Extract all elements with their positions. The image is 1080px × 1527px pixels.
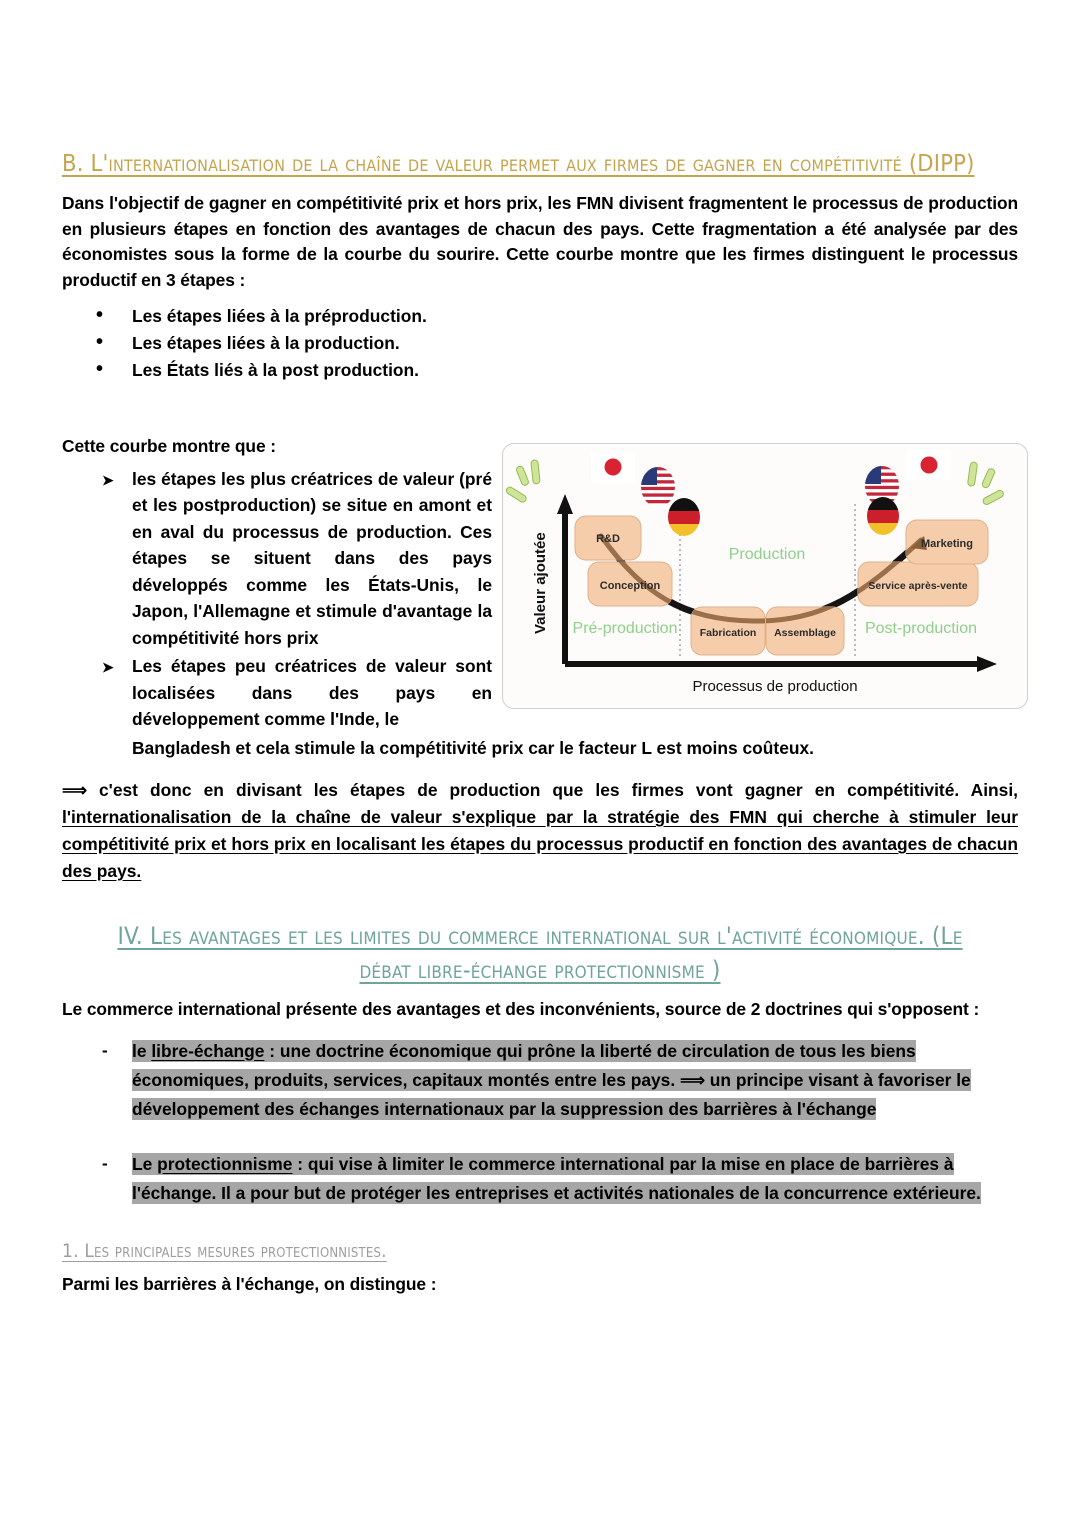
- y-axis-label: Valeur ajoutée: [532, 532, 549, 634]
- conclusion-underlined-text: l'internationalisation de la chaîne de valeur s'explique par la stratégie des FMN qui cherche à stimuler leur compétitivité prix et hors prix en localisant les étapes du processus productif en fonction des avantages de chacun des pays.: [62, 807, 1018, 881]
- definition-term-prefix: le: [132, 1040, 152, 1061]
- zone-label-pre-production: Pré-production: [572, 620, 678, 637]
- definition-highlight: [132, 1150, 1018, 1208]
- definition-term: protectionnisme: [157, 1153, 293, 1174]
- list-item: • Les États liés à la post production.: [62, 357, 1018, 384]
- sparkle-right: [967, 462, 1004, 506]
- subsection-1-intro: Parmi les barrières à l'échange, on distingue :: [62, 1273, 437, 1294]
- smile-curve-svg: [503, 444, 1027, 708]
- smile-curve-figure: [502, 443, 1028, 709]
- conclusion-plain-text: c'est donc en divisant les étapes de production que les firmes vont gagner en compétitivité. Ainsi,: [86, 780, 1018, 800]
- definition-term-prefix: Le: [132, 1153, 158, 1174]
- section-iv-intro-paragraph: Le commerce international présente des avantages et des inconvénients, source de 2 doctrines qui s'opposent :: [62, 999, 980, 1019]
- curve-points-tail-text: Bangladesh et cela stimule la compétitivité prix car le facteur L est moins coûteux.: [132, 737, 815, 758]
- stage-label-marketing: Marketing: [921, 538, 973, 550]
- list-item: ➤ les étapes les plus créatrices de valeur (pré et les postproduction) se situe en amont et en aval du processus de production. Ces étapes se situent dans des pays développés comme les États-Unis, le Japon, l'Allemagne et stimule d'avantage la compétitivité hors prix: [62, 466, 492, 652]
- list-item: [62, 1150, 1018, 1208]
- definition-term: libre-échange: [151, 1040, 265, 1061]
- zone-label-production: Production: [728, 546, 806, 563]
- production-steps-list: [62, 303, 1018, 384]
- section-b-heading: B. L'internationalisation de la chaîne de valeur permet aux firmes de gagner en compétitivité (DIPP): [62, 149, 975, 177]
- usa-flag: [641, 467, 675, 507]
- definition-text: [132, 1153, 981, 1204]
- definition-highlight: [132, 1037, 1018, 1124]
- japan-flag: [591, 452, 635, 482]
- x-axis: [565, 656, 997, 672]
- sparkle-left: [505, 460, 540, 504]
- stage-label-fabrication: Fabrication: [699, 627, 757, 639]
- list-item: • Les étapes liées à la production.: [62, 330, 1018, 357]
- doctrine-definitions-list: [62, 1037, 1018, 1208]
- curve-explanation-block: [62, 434, 1018, 733]
- stage-label-rd: R&D: [596, 533, 620, 545]
- list-item: • Les étapes liées à la préproduction.: [62, 303, 1018, 330]
- subsection-1-heading: 1. Les principales mesures protectionnistes.: [62, 1239, 387, 1262]
- section-b-conclusion: [62, 777, 1018, 885]
- definition-body: : qui vise à limiter le commerce international par la mise en place de barrières à l'échange. Il a pour but de protéger les entreprises et activités nationales de la concurrence extérieure.: [132, 1153, 981, 1203]
- curve-explanation-text: [62, 434, 492, 733]
- y-axis: [557, 494, 573, 664]
- germany-flag: [867, 497, 899, 536]
- germany-flag: [668, 498, 700, 537]
- x-axis-label: Processus de production: [692, 678, 858, 695]
- curve-lead-text: Cette courbe montre que :: [62, 436, 276, 456]
- section-iv-heading: IV. Les avantages et les limites du commerce international sur l'activité économique. (Le débat libre-échange protectionnisme ): [117, 922, 963, 984]
- definition-text: [132, 1040, 971, 1120]
- stage-label-conception: Conception: [599, 580, 661, 592]
- section-b-intro-paragraph: Dans l'objectif de gagner en compétitivité prix et hors prix, les FMN divisent fragmentent le processus de production en plusieurs étapes en fonction des avantages de chacun des pays. Cette fragmentation a été analysée par des économistes sous la forme de la courbe du sourire. Cette courbe montre que les firmes distinguent le processus productif en 3 étapes :: [62, 193, 1018, 290]
- stage-label-assemblage: Assemblage: [774, 627, 836, 639]
- zone-label-post-production: Post-production: [864, 620, 978, 637]
- japan-flag: [907, 450, 951, 480]
- list-item: [62, 1037, 1018, 1124]
- curve-points-list: [62, 466, 492, 733]
- list-item: ➤ Les étapes peu créatrices de valeur sont localisées dans des pays en développement comme l'Inde, le: [62, 653, 492, 733]
- conclusion-arrow-icon: ⟹: [62, 780, 87, 800]
- stage-label-service-apres-vente: Service après-vente: [868, 580, 968, 592]
- document-content: [62, 148, 1018, 1297]
- definition-body: : une doctrine économique qui prône la liberté de circulation de tous les biens économiques, produits, services, capitaux montés entre les pays. ⟹ un principe visant à favoriser le développement des échanges internationaux par la suppression des barrières à l'échange: [132, 1040, 971, 1119]
- spacer: [62, 384, 1018, 424]
